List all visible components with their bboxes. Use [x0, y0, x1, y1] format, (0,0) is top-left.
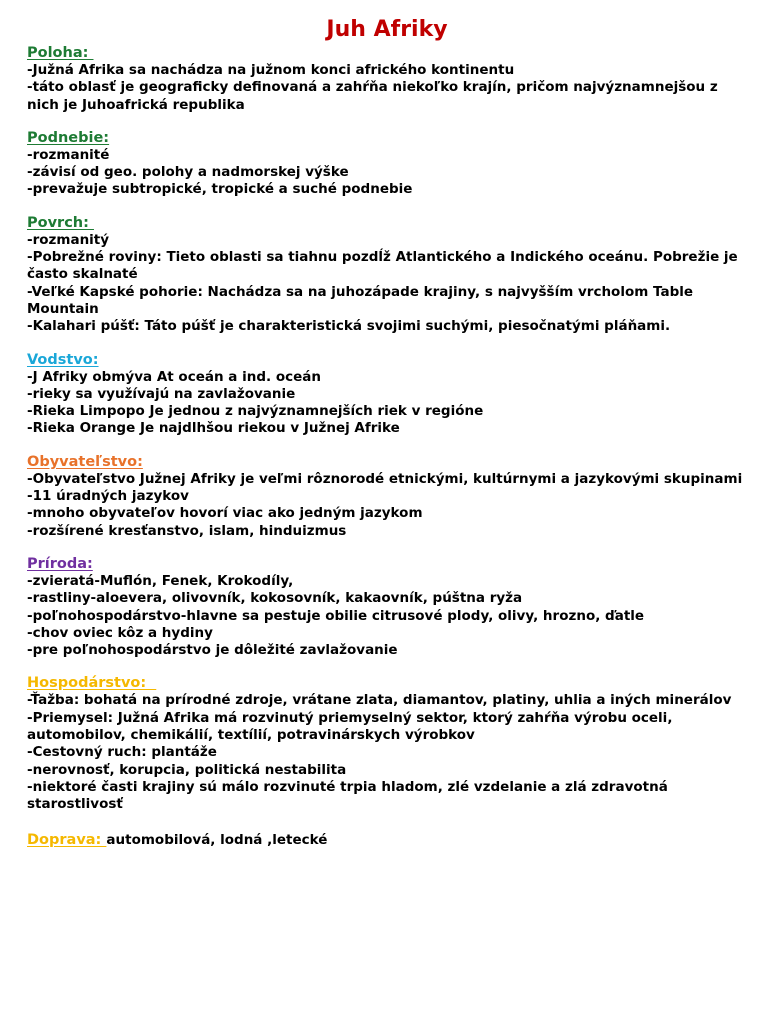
- page-title: Juh Afriky: [326, 17, 448, 42]
- section-line: -mnoho obyvateľov hovorí viac ako jedným jazykom: [27, 505, 423, 522]
- section-heading-vodstvo: Vodstvo:: [27, 351, 99, 368]
- section-line: -rozmanitý: [27, 231, 110, 248]
- section-line: -Pobrežné roviny: Tieto oblasti sa tiahnu pozdĺž Atlantického a Indického oceánu. Pobrežie je často skalnaté: [27, 249, 738, 283]
- section-poloha: [27, 44, 747, 114]
- section-hospodarstvo: [27, 674, 747, 813]
- section-line: -táto oblasť je geograficky definovaná a zahŕňa niekoľko krajín, pričom najvýznamnejšou z nich je Juhoafrická republika: [27, 79, 718, 113]
- section-heading-doprava: Doprava:: [27, 831, 107, 848]
- document-page: [27, 16, 747, 848]
- section-line: -Cestovný ruch: plantáže: [27, 744, 217, 761]
- section-heading-hospodarstvo: Hospodárstvo:: [27, 675, 157, 692]
- section-heading-poloha: Poloha:: [27, 45, 94, 61]
- section-line: -J Afriky obmýva At oceán a ind. oceán: [27, 368, 321, 385]
- section-heading-obyvatelstvo: Obyvateľstvo:: [27, 453, 143, 470]
- section-doprava: [27, 829, 747, 848]
- section-line: -poľnohospodárstvo-hlavne sa pestuje obilie citrusové plody, olivy, hrozno, ďatle: [27, 607, 645, 624]
- section-vodstvo: [27, 351, 747, 438]
- section-line: -závisí od geo. polohy a nadmorskej výške: [27, 164, 349, 181]
- section-line: -prevažuje subtropické, tropické a suché podnebie: [27, 181, 413, 198]
- section-line: -pre poľnohospodárstvo je dôležité zavlažovanie: [27, 642, 398, 659]
- section-line: -Rieka Orange Je najdlhšou riekou v Južnej Afrike: [27, 420, 400, 437]
- section-line: -rozmanité: [27, 146, 110, 163]
- section-line: -Ťažba: bohatá na prírodné zdroje, vrátane zlata, diamantov, platiny, uhlia a iných minerálov: [27, 692, 732, 709]
- section-heading-podnebie: Podnebie:: [27, 129, 110, 146]
- section-line: -Južná Afrika sa nachádza na južnom konci afrického kontinentu: [27, 62, 515, 78]
- section-line: -Priemysel: Južná Afrika má rozvinutý priemyselný sektor, ktorý zahŕňa výrobu oceli, automobilov, chemikálií, textílií, potravinárskych výrobkov: [27, 709, 673, 744]
- section-line: -Veľké Kapské pohorie: Nachádza sa na juhozápade krajiny, s najvyšším vrcholom Table Mountain: [27, 283, 694, 317]
- section-line: -Kalahari púšť: Táto púšť je charakteristická svojimi suchými, piesočnatými pláňami.: [27, 318, 671, 335]
- section-line: -nerovnosť, korupcia, politická nestabilita: [27, 761, 347, 778]
- section-line: -Rieka Limpopo Je jednou z najvýznamnejších riek v regióne: [27, 403, 484, 420]
- section-povrch: [27, 214, 747, 336]
- section-line: -rastliny-aloevera, olivovník, kokosovník, kakaovník, púštna ryža: [27, 590, 523, 607]
- section-line: -Obyvateľstvo Južnej Afriky je veľmi rôznorodé etnickými, kultúrnymi a jazykovými skupinami: [27, 470, 743, 487]
- section-heading-povrch: Povrch:: [27, 214, 94, 231]
- section-heading-priroda: Príroda:: [27, 555, 93, 572]
- section-line: -niektoré časti krajiny sú málo rozvinuté trpia hladom, zlé vzdelanie a zlá zdravotná starostlivosť: [27, 778, 668, 813]
- section-line: -rieky sa využívajú na zavlažovanie: [27, 385, 296, 402]
- section-line: -chov oviec kôz a hydiny: [27, 624, 213, 641]
- section-line: -11 úradných jazykov: [27, 488, 189, 505]
- transport-text: automobilová, lodná ,letecké: [106, 831, 328, 848]
- section-priroda: [27, 555, 747, 659]
- section-podnebie: [27, 129, 747, 199]
- section-line: -rozšírené kresťanstvo, islam, hinduizmus: [27, 522, 347, 539]
- section-obyvatelstvo: [27, 453, 747, 540]
- section-line: -zvieratá-Muflón, Fenek, Krokodíly,: [27, 572, 294, 589]
